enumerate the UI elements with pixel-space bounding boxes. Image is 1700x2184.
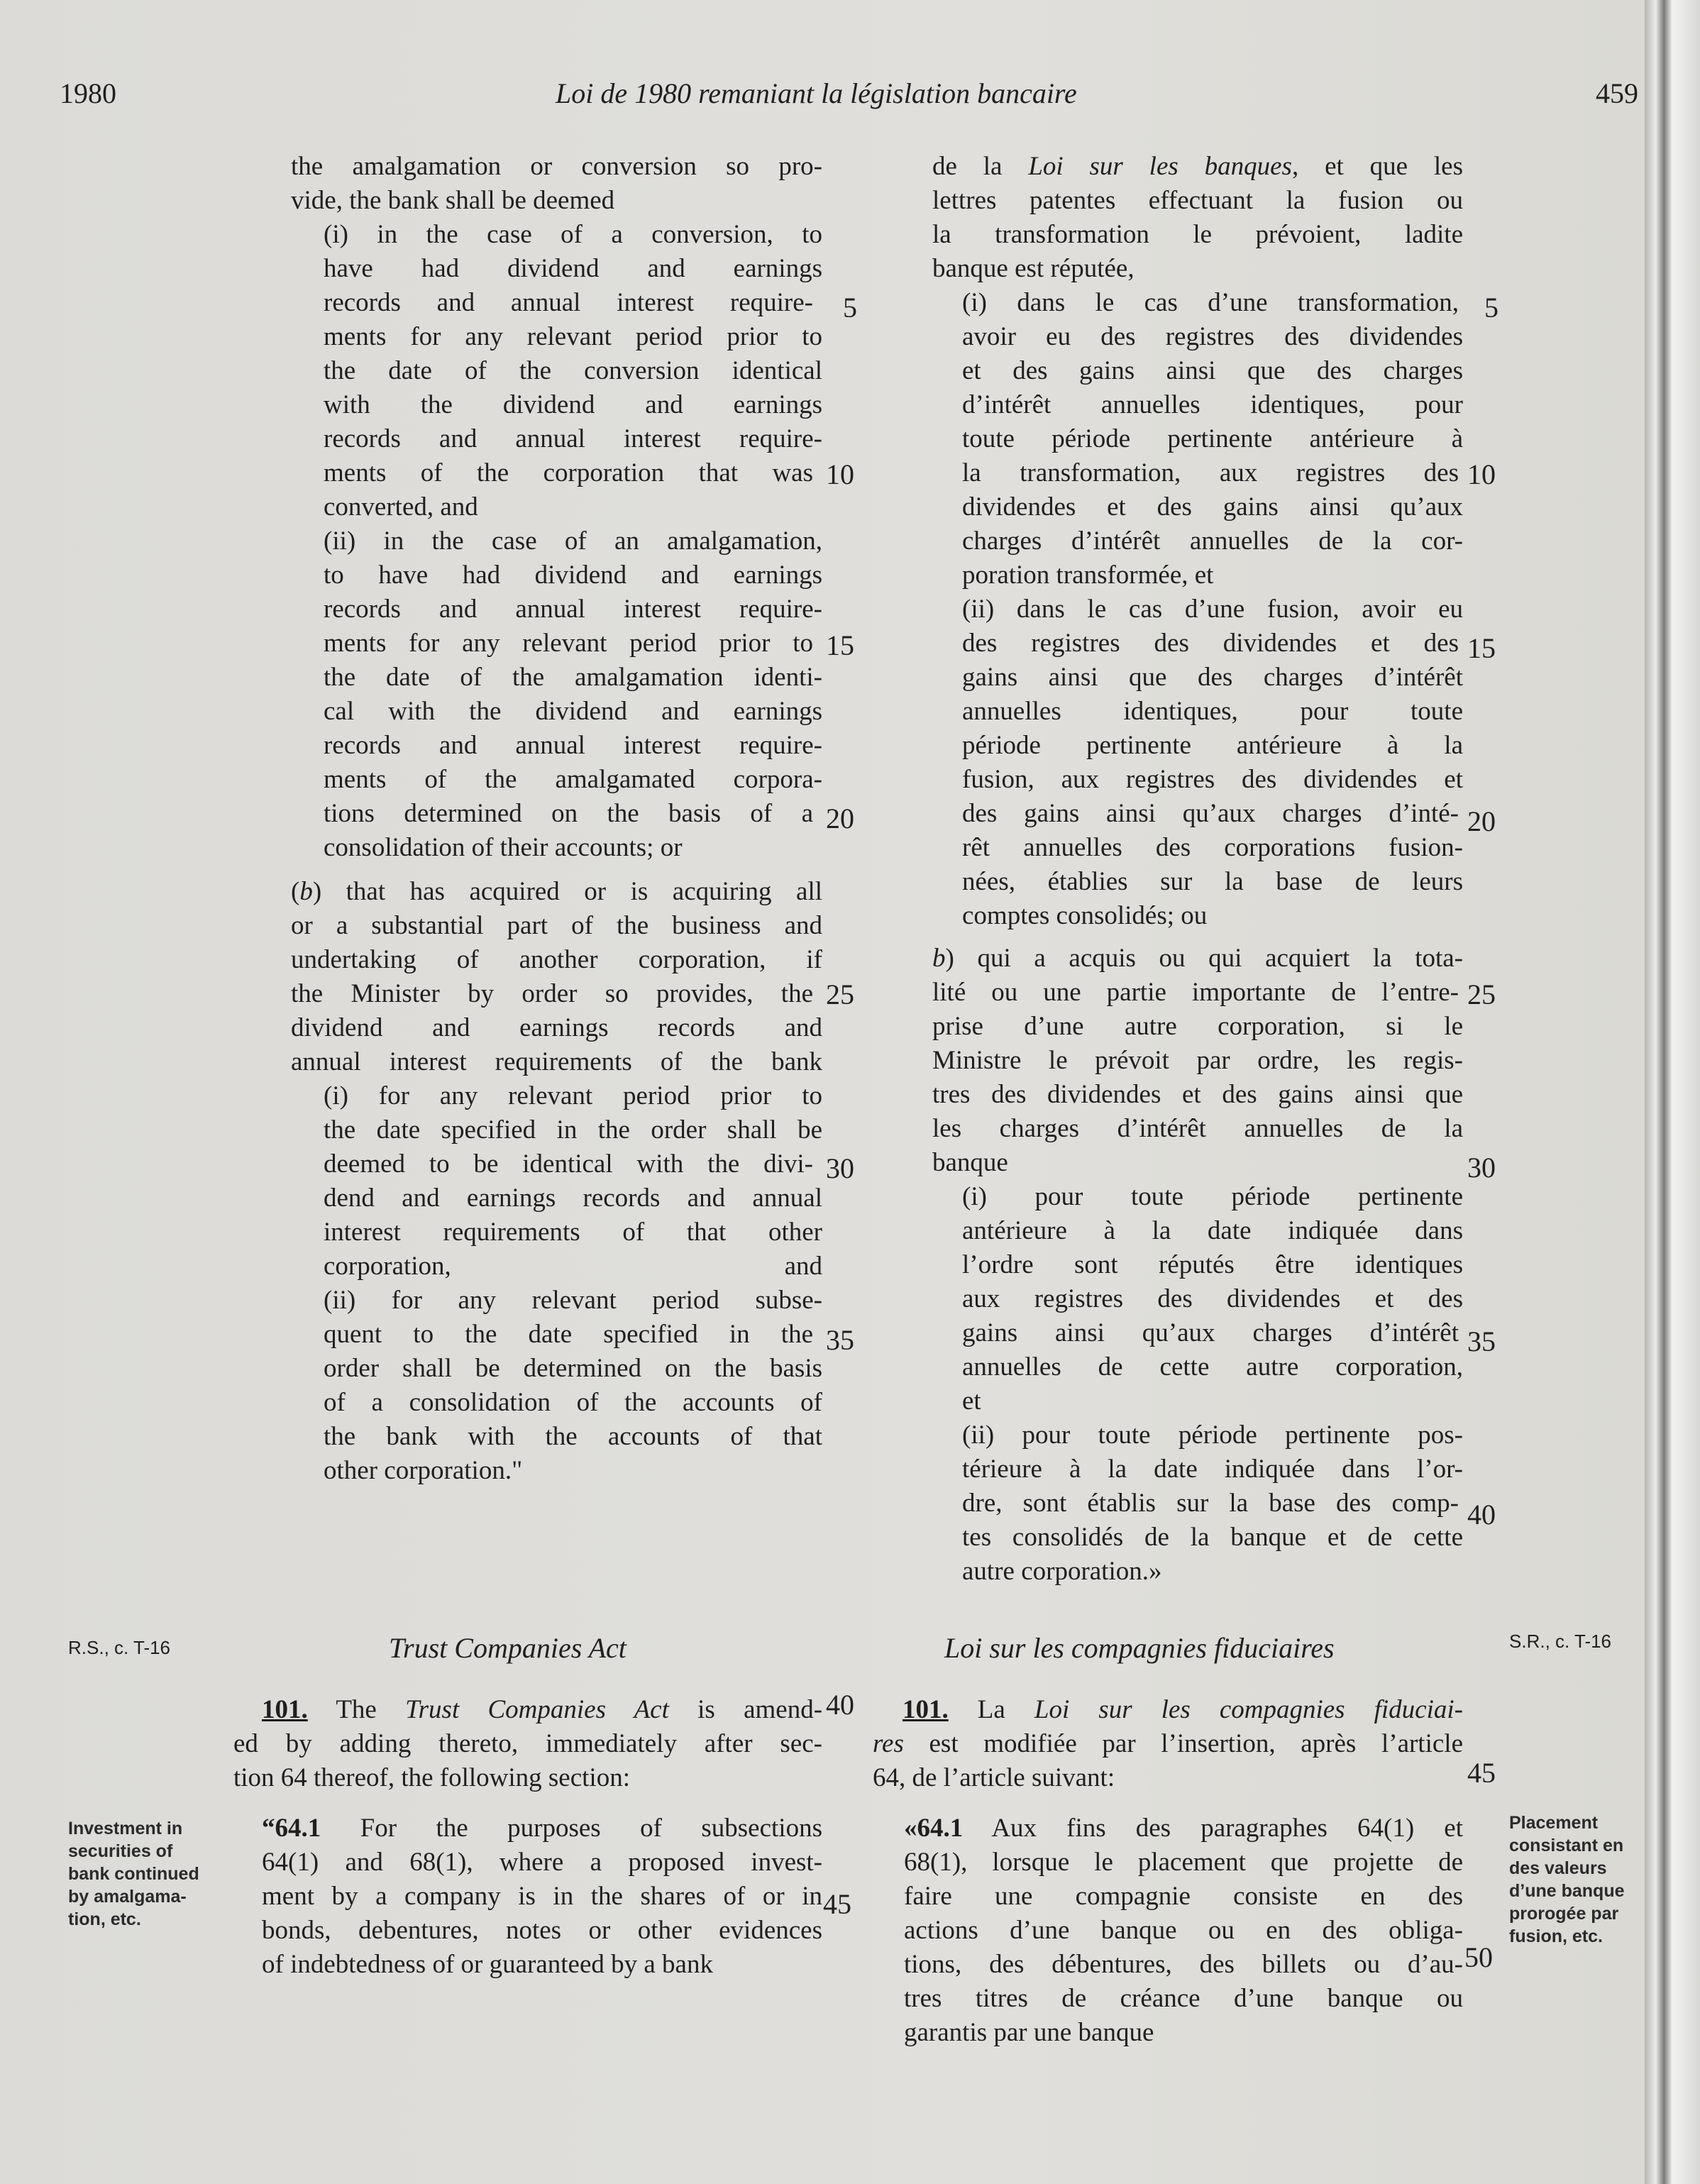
text-line: et des gains ainsi que des charges: [962, 356, 1463, 385]
line-number: 5: [843, 292, 857, 324]
text-line: cal with the dividend and earnings: [324, 697, 822, 726]
margin-note-line: Investment in: [68, 1819, 183, 1838]
s64-1-number-en: “64.1: [262, 1814, 321, 1843]
text-line: (i) in the case of a conversion, to: [324, 220, 822, 249]
text-line: fusion, aux registres des dividendes et: [962, 765, 1463, 794]
text-line: of indebtedness of or guaranteed by a bank: [262, 1950, 713, 1979]
text-line: des registres des dividendes et des: [962, 629, 1459, 658]
text-line: dre, sont établis sur la base des comp-: [962, 1489, 1459, 1518]
s64-1-french: «64.1 Aux fins des paragraphes 64(1) et 68(1), lorsque le placement que projette de faire une compagnie consiste en des actions d’une banque ou en des obliga- tions, des débentures, des billets ou d’au- tres titres de créance d’une banque ou garantis par une banque: [904, 1811, 1463, 2050]
text-line: prise d’une autre corporation, si le: [932, 1012, 1463, 1041]
margin-note-line: securities of: [68, 1841, 173, 1861]
header-page-number: 459: [1596, 77, 1638, 109]
text-line: the date of the amalgamation identi-: [324, 663, 822, 692]
text-line: (ii) pour toute période pertinente pos-: [962, 1421, 1463, 1450]
text-line: records and annual interest require-: [324, 424, 822, 453]
english-column: [291, 150, 822, 1488]
margin-note-line: Placement: [1509, 1813, 1599, 1833]
text-line: banque: [932, 1148, 1008, 1177]
french-column: [932, 150, 1463, 1589]
line-number: 10: [1467, 458, 1496, 490]
text-line: la transformation, aux registres des: [962, 458, 1459, 487]
text-line: ments of the amalgamated corpora-: [324, 765, 822, 794]
text-line: the bank with the accounts of that: [324, 1422, 822, 1451]
section-title-fr: Loi sur les compagnies fiduciaires: [944, 1632, 1335, 1664]
margin-note-line: tion, etc.: [68, 1909, 141, 1929]
text-line: actions d’une banque ou en des obliga-: [904, 1916, 1463, 1945]
text-line: annual interest requirements of the bank: [291, 1047, 822, 1076]
text-line: the amalgamation or conversion so pro-: [291, 152, 822, 181]
margin-note-line: by amalgama-: [68, 1887, 187, 1907]
text-line: toute période pertinente antérieure à: [962, 424, 1463, 453]
line-number: 5: [1484, 292, 1498, 324]
line-number: 15: [826, 629, 854, 661]
text-line: térieure à la date indiquée dans l’or-: [962, 1455, 1463, 1484]
text-line: rêt annuelles des corporations fusion-: [962, 833, 1463, 862]
line-number: 50: [1464, 1941, 1493, 1973]
text-line: ments for any relevant period prior to: [324, 629, 813, 658]
text-line: nées, établies sur la base de leurs: [962, 867, 1463, 896]
text-line: deemed to be identical with the divi-: [324, 1149, 813, 1179]
margin-note-line: prorogée par: [1509, 1904, 1619, 1924]
text-line: Ministre le prévoit par ordre, les regis-: [932, 1046, 1463, 1075]
text-line: tres titres de créance d’une banque ou: [904, 1984, 1463, 2013]
s101-number-fr: 101.: [903, 1695, 949, 1724]
text-line: antérieure à la date indiquée dans: [962, 1216, 1463, 1245]
text-line: annuelles de cette autre corporation,: [962, 1352, 1463, 1381]
text-line: période pertinente antérieure à la: [962, 731, 1463, 760]
text-line: (i) pour toute période pertinente: [962, 1182, 1463, 1211]
line-number: 45: [823, 1888, 851, 1920]
text-line: d’intérêt annuelles identiques, pour: [962, 390, 1463, 419]
text-line: gains ainsi que des charges d’intérêt: [962, 663, 1463, 692]
line-number: 20: [1467, 805, 1496, 837]
line-number: 30: [826, 1152, 854, 1184]
text-line: autre corporation.»: [962, 1557, 1162, 1586]
text-line: 68(1), lorsque le placement que projette de: [904, 1848, 1463, 1877]
line-number: 20: [826, 803, 854, 834]
line-number: 25: [826, 978, 854, 1010]
s101-number-en: 101.: [262, 1695, 308, 1724]
header-year: 1980: [60, 77, 116, 109]
text-line: tres des dividendes et des gains ainsi que: [932, 1080, 1463, 1109]
text-line: of a consolidation of the accounts of: [324, 1388, 822, 1417]
text-line: to have had dividend and earnings: [324, 561, 822, 590]
margin-note-en: [68, 1817, 199, 1931]
text-line: quent to the date specified in the: [324, 1320, 813, 1349]
text-line: (i) dans le cas d’une transformation,: [962, 288, 1459, 317]
text-line: the Minister by order so provides, the: [291, 979, 813, 1008]
text-line: (b) that has acquired or is acquiring all: [291, 877, 822, 906]
text-line: other corporation.": [324, 1456, 523, 1485]
text-line: comptes consolidés; ou: [962, 901, 1208, 930]
text-line: ments of the corporation that was: [324, 458, 813, 487]
text-line: tes consolidés de la banque et de cette: [962, 1523, 1463, 1552]
text-line: or a substantial part of the business and: [291, 911, 822, 940]
text-line: (ii) for any relevant period subse-: [324, 1286, 822, 1315]
text-line: lité ou une partie importante de l’entre-: [932, 978, 1459, 1007]
text-line: vide, the bank shall be deemed: [291, 186, 615, 215]
line-number: 30: [1467, 1152, 1496, 1184]
margin-note-line: bank continued: [68, 1864, 199, 1884]
book-spine: [1645, 0, 1700, 2184]
margin-note-line: des valeurs: [1509, 1858, 1607, 1878]
text-line: (i) for any relevant period prior to: [324, 1081, 822, 1110]
text-line: tions determined on the basis of a: [324, 799, 813, 828]
text-line: dividend and earnings records and: [291, 1013, 822, 1042]
text-line: charges d’intérêt annuelles de la cor-: [962, 526, 1463, 556]
line-number: 40: [1467, 1499, 1496, 1531]
s64-1-english: “64.1 For the purposes of subsections 64(1) and 68(1), where a proposed invest- ment by a company is in the shares of or in bonds, debentures, notes or other evidences of indebtedness of or guaranteed by a bank: [262, 1811, 822, 1982]
text-line: de la Loi sur les banques, et que les: [932, 152, 1463, 181]
text-line: with the dividend and earnings: [324, 390, 822, 419]
text-line: interest requirements of that other: [324, 1218, 822, 1247]
text-line: have had dividend and earnings: [324, 254, 822, 283]
text-line: the date specified in the order shall be: [324, 1115, 822, 1145]
text-line: records and annual interest require-: [324, 731, 822, 760]
line-number: 35: [826, 1324, 854, 1356]
text-line: gains ainsi qu’aux charges d’intérêt: [962, 1318, 1459, 1347]
text-line: des gains ainsi qu’aux charges d’inté-: [962, 799, 1459, 828]
text-line: the date of the conversion identical: [324, 356, 822, 385]
section-ref-fr: S.R., c. T-16: [1509, 1631, 1612, 1652]
text-line: poration transformée, et: [962, 561, 1214, 590]
text-line: les charges d’intérêt annuelles de la: [932, 1114, 1463, 1143]
line-number: 35: [1467, 1325, 1496, 1357]
text-line: order shall be determined on the basis: [324, 1354, 822, 1383]
text-line: dend and earnings records and annual: [324, 1184, 822, 1213]
text-line: dividendes et des gains ainsi qu’aux: [962, 492, 1463, 522]
text-line: b) qui a acquis ou qui acquiert la tota-: [932, 944, 1463, 973]
line-number: 45: [1467, 1757, 1496, 1789]
text-line: aux registres des dividendes et des: [962, 1284, 1463, 1313]
line-number: 40: [826, 1689, 854, 1721]
s101-english: 101. The Trust Companies Act is amend- ed by adding thereto, immediately after sec- tion 64 thereof, the following section:: [233, 1695, 823, 1792]
margin-note-line: d’une banque: [1509, 1881, 1625, 1901]
text-line: 64(1) and 68(1), where a proposed invest-: [262, 1848, 822, 1877]
s101-french: 101. La Loi sur les compagnies fiduciai- res est modifiée par l’insertion, après l’article 64, de l’article suivant:: [873, 1695, 1463, 1792]
line-number: 15: [1467, 632, 1496, 664]
text-line: records and annual interest require-: [324, 288, 813, 317]
text-line: (ii) dans le cas d’une fusion, avoir eu: [962, 595, 1463, 624]
text-line: annuelles identiques, pour toute: [962, 697, 1463, 726]
margin-note-fr: [1509, 1811, 1625, 1948]
text-line: banque est réputée,: [932, 254, 1135, 283]
section-title-en: Trust Companies Act: [389, 1632, 627, 1664]
text-line: l’ordre sont réputés être identiques: [962, 1250, 1463, 1279]
s64-1-number-fr: «64.1: [904, 1814, 964, 1843]
text-line: records and annual interest require-: [324, 595, 822, 624]
line-number: 25: [1467, 978, 1496, 1010]
text-line: la transformation le prévoient, ladite: [932, 220, 1463, 249]
margin-note-line: fusion, etc.: [1509, 1926, 1603, 1946]
line-number: 10: [826, 458, 854, 490]
text-line: garantis par une banque: [904, 2018, 1154, 2047]
text-line: bonds, debentures, notes or other evidences: [262, 1916, 822, 1945]
text-line: tions, des débentures, des billets ou d’au-: [904, 1950, 1463, 1979]
text-line: undertaking of another corporation, if: [291, 945, 822, 974]
text-line: faire une compagnie consiste en des: [904, 1882, 1463, 1911]
text-line: converted, and: [324, 492, 478, 522]
text-line: consolidation of their accounts; or: [324, 833, 683, 862]
margin-note-line: consistant en: [1509, 1836, 1624, 1855]
text-line: ment by a company is in the shares of or in: [262, 1882, 822, 1911]
section-ref-en: R.S., c. T-16: [68, 1637, 171, 1658]
text-line: et: [962, 1386, 981, 1416]
text-line: avoir eu des registres des dividendes: [962, 322, 1463, 351]
text-line: ments for any relevant period prior to: [324, 322, 822, 351]
text-line: (ii) in the case of an amalgamation,: [324, 526, 822, 556]
header-title: Loi de 1980 remaniant la législation bancaire: [556, 77, 1077, 109]
text-line: corporation, and: [324, 1252, 822, 1281]
text-line: lettres patentes effectuant la fusion ou: [932, 186, 1463, 215]
